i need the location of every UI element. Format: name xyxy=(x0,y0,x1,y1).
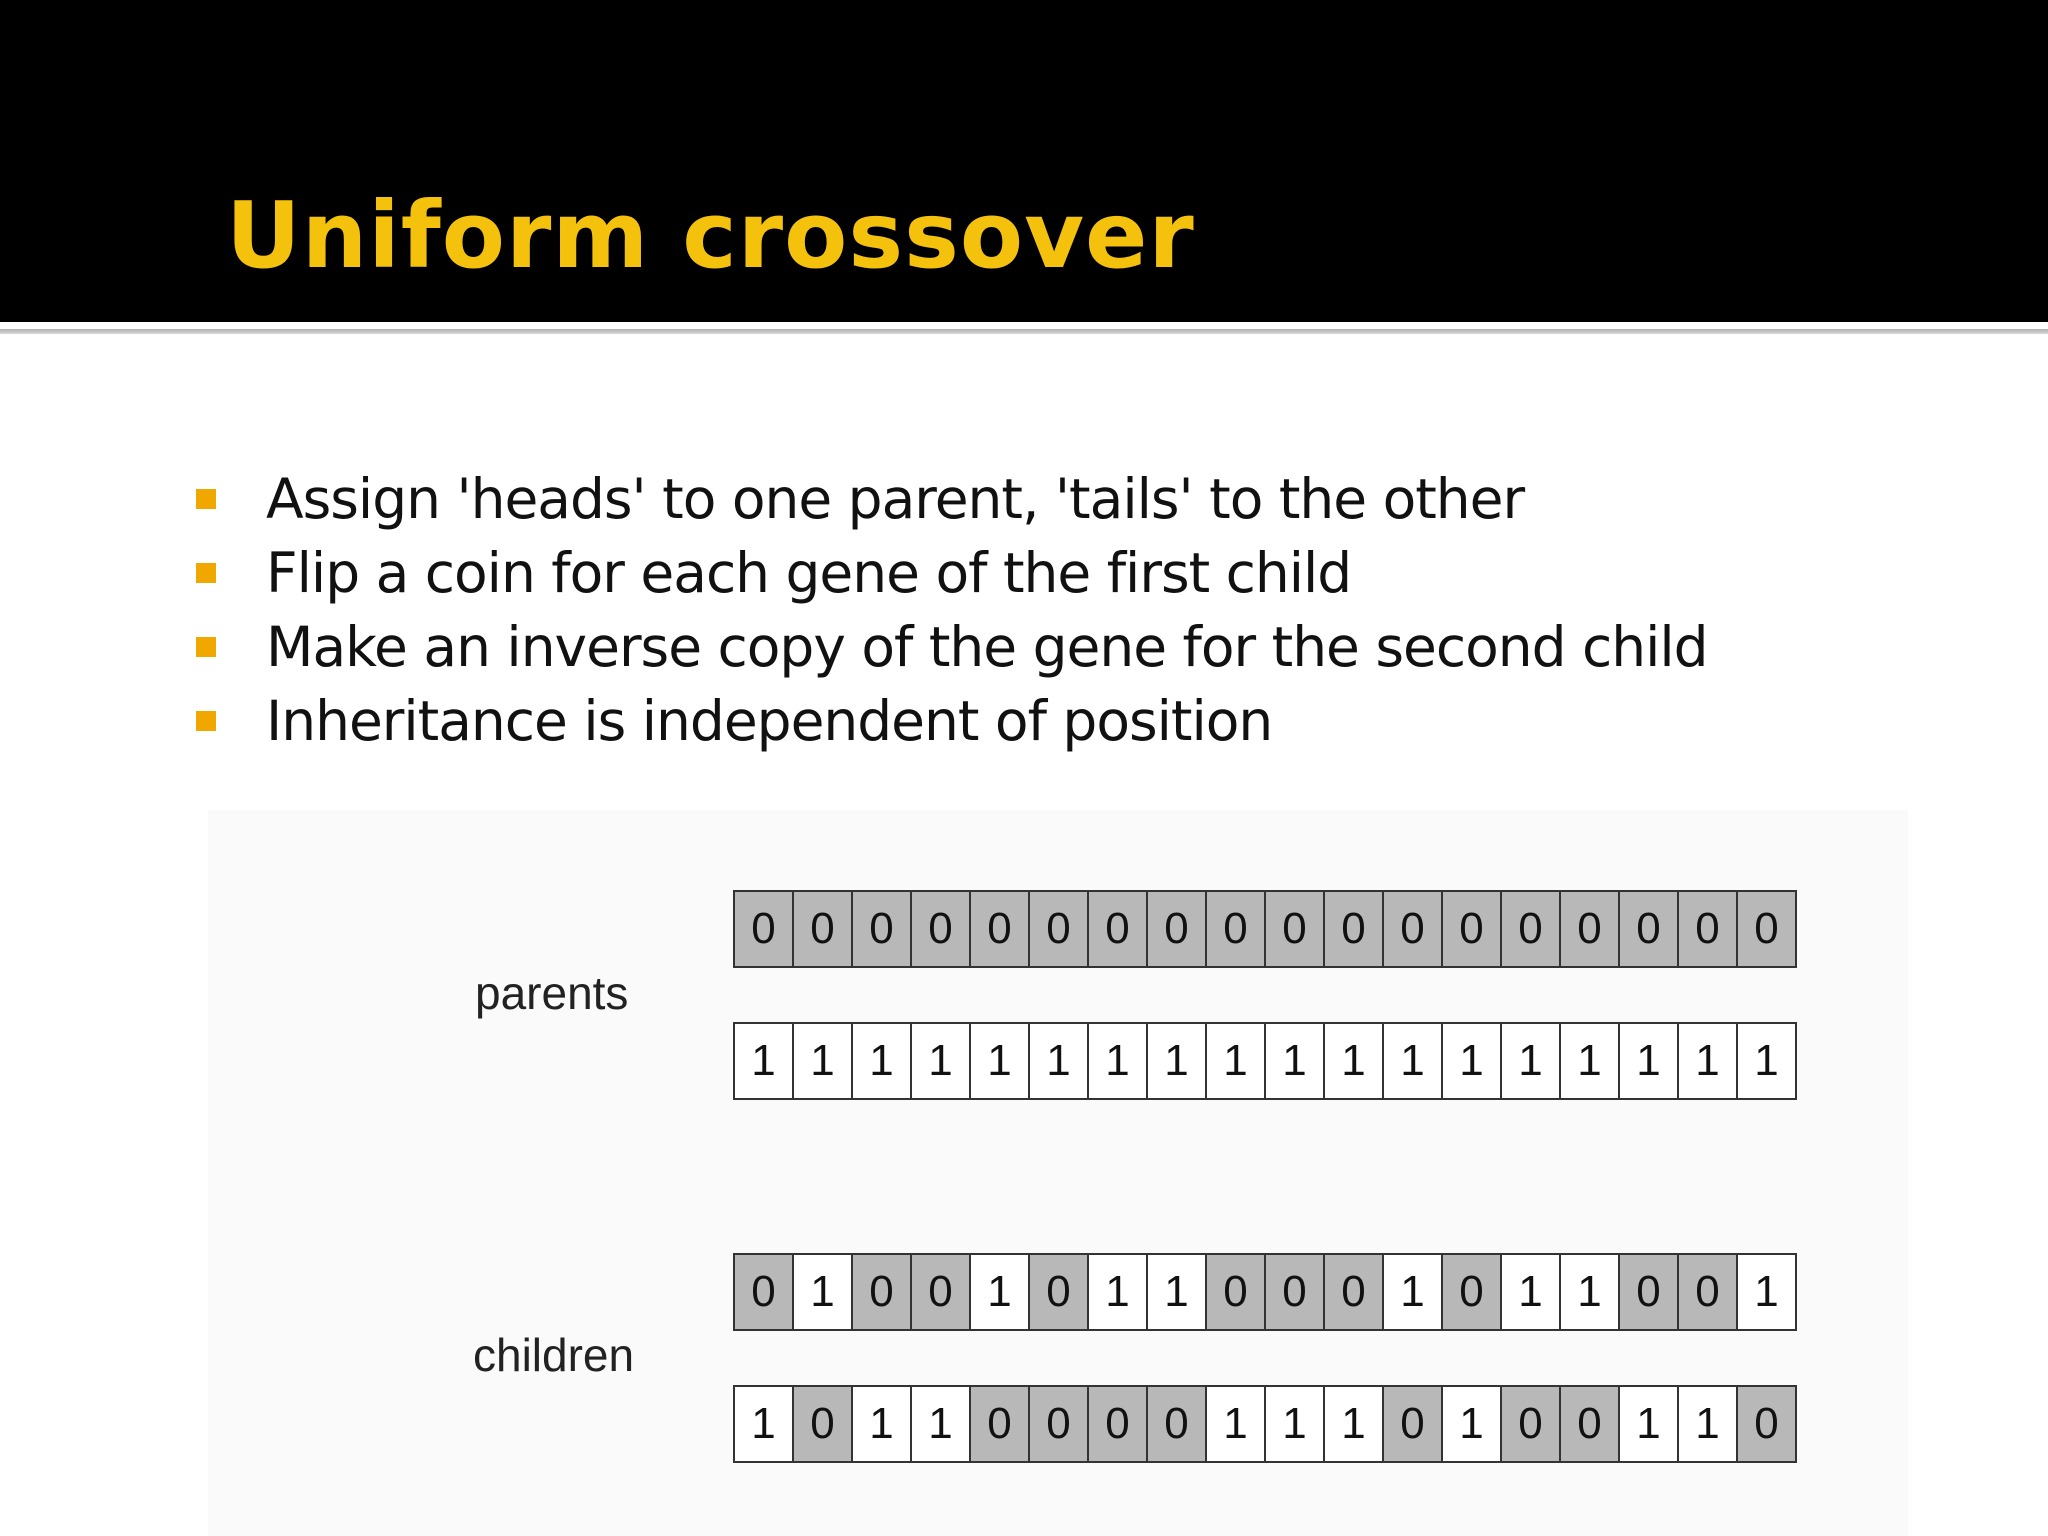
bullet-text: Assign 'heads' to one parent, 'tails' to the other xyxy=(266,467,1525,531)
gene-cell: 1 xyxy=(1441,1387,1500,1461)
bullet-item xyxy=(196,462,1708,536)
gene-cell: 0 xyxy=(735,892,792,966)
gene-cell: 1 xyxy=(1736,1024,1795,1098)
gene-cell: 0 xyxy=(1441,892,1500,966)
bullet-text: Flip a coin for each gene of the first child xyxy=(266,541,1352,605)
gene-cell: 1 xyxy=(1264,1024,1323,1098)
gene-cell: 1 xyxy=(1559,1024,1618,1098)
gene-cell: 0 xyxy=(1500,1387,1559,1461)
header-divider xyxy=(0,329,2048,334)
bullet-item xyxy=(196,684,1708,758)
gene-cell: 0 xyxy=(1028,1255,1087,1329)
bullet-list xyxy=(196,462,1708,758)
gene-cell: 1 xyxy=(1736,1255,1795,1329)
child-1-chromosome xyxy=(733,1253,1797,1331)
gene-cell: 1 xyxy=(1205,1387,1264,1461)
gene-cell: 0 xyxy=(910,1255,969,1329)
gene-cell: 0 xyxy=(1028,892,1087,966)
gene-cell: 1 xyxy=(1087,1024,1146,1098)
gene-cell: 0 xyxy=(1028,1387,1087,1461)
gene-cell: 1 xyxy=(1677,1024,1736,1098)
gene-cell: 0 xyxy=(1559,892,1618,966)
square-bullet-icon xyxy=(196,637,216,657)
gene-cell: 0 xyxy=(1677,892,1736,966)
gene-cell: 1 xyxy=(1323,1024,1382,1098)
gene-cell: 1 xyxy=(1087,1255,1146,1329)
gene-cell: 0 xyxy=(1618,892,1677,966)
gene-cell: 0 xyxy=(1323,892,1382,966)
gene-cell: 1 xyxy=(1441,1024,1500,1098)
gene-cell: 0 xyxy=(792,1387,851,1461)
gene-cell: 0 xyxy=(969,892,1028,966)
gene-cell: 0 xyxy=(1323,1255,1382,1329)
gene-cell: 0 xyxy=(1087,1387,1146,1461)
gene-cell: 0 xyxy=(1736,892,1795,966)
gene-cell: 1 xyxy=(1028,1024,1087,1098)
gene-cell: 0 xyxy=(1382,892,1441,966)
gene-cell: 0 xyxy=(1677,1255,1736,1329)
gene-cell: 0 xyxy=(1559,1387,1618,1461)
parent-2-chromosome xyxy=(733,1022,1797,1100)
gene-cell: 0 xyxy=(851,892,910,966)
gene-cell: 1 xyxy=(851,1024,910,1098)
gene-cell: 1 xyxy=(1264,1387,1323,1461)
gene-cell: 0 xyxy=(735,1255,792,1329)
gene-cell: 0 xyxy=(792,892,851,966)
gene-cell: 1 xyxy=(1559,1255,1618,1329)
gene-cell: 0 xyxy=(1264,892,1323,966)
square-bullet-icon xyxy=(196,563,216,583)
gene-cell: 1 xyxy=(1618,1024,1677,1098)
gene-cell: 0 xyxy=(1205,1255,1264,1329)
slide-title: Uniform crossover xyxy=(226,182,1195,289)
gene-cell: 0 xyxy=(1382,1387,1441,1461)
children-label: children xyxy=(473,1329,635,1381)
gene-cell: 1 xyxy=(1146,1255,1205,1329)
bullet-item xyxy=(196,610,1708,684)
gene-cell: 0 xyxy=(1500,892,1559,966)
bullet-text: Make an inverse copy of the gene for the second child xyxy=(266,615,1708,679)
gene-cell: 1 xyxy=(792,1024,851,1098)
gene-cell: 1 xyxy=(792,1255,851,1329)
gene-cell: 0 xyxy=(1618,1255,1677,1329)
gene-cell: 1 xyxy=(735,1024,792,1098)
gene-cell: 1 xyxy=(910,1387,969,1461)
gene-cell: 1 xyxy=(1677,1387,1736,1461)
gene-cell: 0 xyxy=(1146,1387,1205,1461)
parent-1-chromosome xyxy=(733,890,1797,968)
gene-cell: 1 xyxy=(969,1255,1028,1329)
gene-cell: 1 xyxy=(735,1387,792,1461)
gene-cell: 0 xyxy=(969,1387,1028,1461)
gene-cell: 0 xyxy=(1736,1387,1795,1461)
gene-cell: 1 xyxy=(1500,1024,1559,1098)
square-bullet-icon xyxy=(196,711,216,731)
gene-cell: 1 xyxy=(1618,1387,1677,1461)
gene-cell: 1 xyxy=(1382,1255,1441,1329)
gene-cell: 0 xyxy=(1441,1255,1500,1329)
gene-cell: 1 xyxy=(1500,1255,1559,1329)
child-2-chromosome xyxy=(733,1385,1797,1463)
gene-cell: 1 xyxy=(851,1387,910,1461)
gene-cell: 0 xyxy=(910,892,969,966)
gene-cell: 1 xyxy=(1146,1024,1205,1098)
gene-cell: 1 xyxy=(1323,1387,1382,1461)
bullet-text: Inheritance is independent of position xyxy=(266,689,1273,753)
bullet-item xyxy=(196,536,1708,610)
gene-cell: 0 xyxy=(1146,892,1205,966)
gene-cell: 1 xyxy=(1382,1024,1441,1098)
gene-cell: 0 xyxy=(1087,892,1146,966)
gene-cell: 1 xyxy=(910,1024,969,1098)
gene-cell: 1 xyxy=(1205,1024,1264,1098)
square-bullet-icon xyxy=(196,489,216,509)
parents-label: parents xyxy=(475,967,629,1019)
gene-cell: 0 xyxy=(1264,1255,1323,1329)
gene-cell: 0 xyxy=(851,1255,910,1329)
gene-cell: 1 xyxy=(969,1024,1028,1098)
gene-cell: 0 xyxy=(1205,892,1264,966)
